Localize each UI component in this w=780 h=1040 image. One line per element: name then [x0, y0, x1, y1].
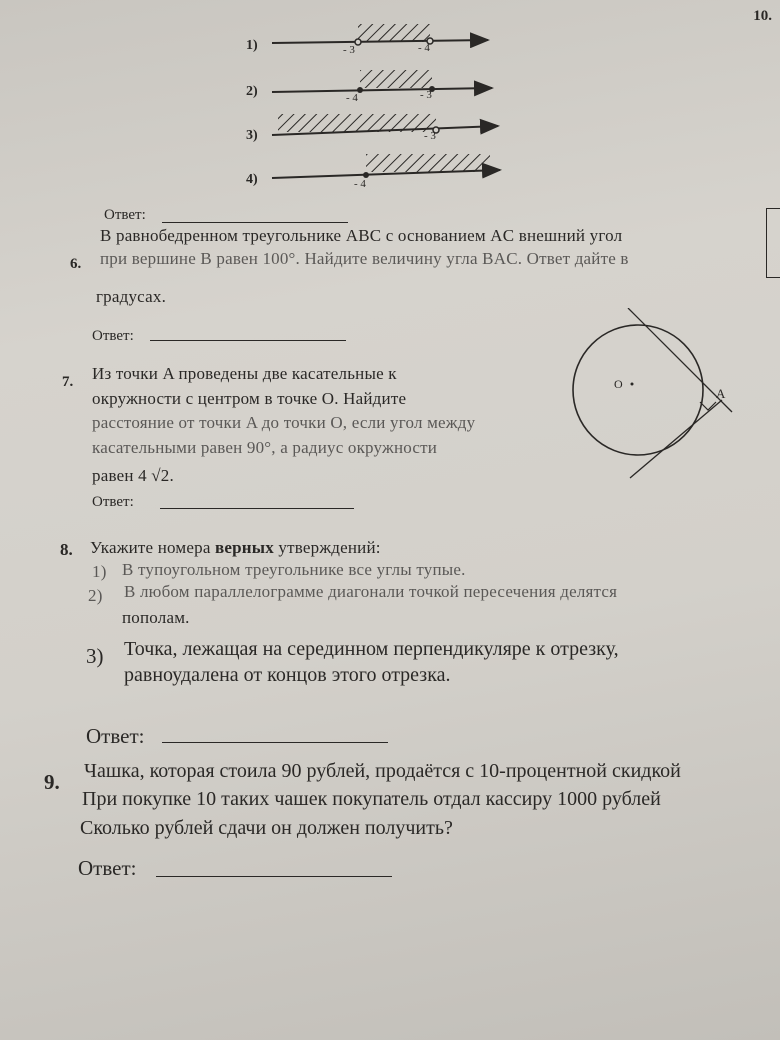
answer-label: Ответ: [92, 328, 134, 344]
circle-tangent-figure [560, 308, 760, 488]
number-line-2 [272, 70, 492, 93]
tick-label: - 4 [418, 42, 430, 54]
question-text-line: градусах. [96, 287, 167, 306]
statement-text: пополам. [122, 608, 190, 627]
number-line-4 [272, 154, 500, 178]
question-number: 9. [44, 770, 60, 794]
statement-number: 2) [88, 586, 103, 605]
question-text-line: расстояние от точки A до точки O, если угол между [92, 413, 476, 432]
tick-label: - 4 [354, 178, 366, 190]
number-line-1 [272, 24, 488, 45]
number-line-label: 1) [246, 38, 258, 53]
number-line-label: 3) [246, 128, 258, 143]
figure-label-center: O [614, 377, 623, 391]
question-text-line: окружности с центром в точке O. Найдите [92, 389, 407, 408]
question-text-line [90, 538, 381, 558]
tick-label: - 3 [343, 44, 355, 56]
answer-field[interactable] [160, 508, 354, 509]
answer-field[interactable] [162, 742, 388, 743]
question-text-line: В равнобедренном треугольнике ABC с основанием AC внешний угол [100, 226, 623, 245]
question-text-line: Сколько рублей сдачи он должен получить? [80, 817, 453, 839]
intro-text: Укажите номера [90, 538, 216, 557]
question-text-line: Из точки A проведены две касательные к [92, 364, 397, 383]
statement-text: равноудалена от концов этого отрезка. [124, 664, 451, 686]
statement-number: 1) [92, 562, 107, 581]
answer-field[interactable] [150, 340, 346, 341]
question-text-line: при вершине B равен 100°. Найдите величину угла BAC. Ответ дайте в [100, 249, 629, 268]
tick-label: - 4 [346, 92, 358, 104]
statement-number: 3) [86, 644, 104, 668]
tick-label: - 3 [424, 130, 436, 142]
number-lines-figure [0, 0, 780, 200]
question-text-line: Чашка, которая стоила 90 рублей, продаётся с 10-процентной скидкой [84, 760, 681, 782]
statement-text: Точка, лежащая на серединном перпендикуляре к отрезку, [124, 638, 619, 660]
number-line-3 [272, 114, 498, 135]
intro-bold: верных [215, 538, 274, 557]
number-line-label: 2) [246, 84, 258, 99]
figure-label-point: A [716, 386, 726, 401]
question-number: 7. [62, 374, 74, 390]
statement-text: В тупоугольном треугольнике все углы тупые. [122, 560, 466, 579]
number-line-label: 4) [246, 172, 258, 187]
answer-label: Ответ: [78, 856, 137, 880]
question-number: 6. [70, 256, 82, 272]
answer-field[interactable] [162, 222, 348, 223]
answer-box-edge [766, 208, 780, 278]
page-number: 10. [753, 8, 772, 24]
question-text-line: равен 4 √2. [92, 466, 174, 485]
answer-label: Ответ: [104, 207, 146, 223]
question-text-line: касательными равен 90°, а радиус окружности [92, 438, 438, 457]
question-number: 8. [60, 540, 73, 559]
answer-label: Ответ: [86, 724, 145, 748]
answer-label: Ответ: [92, 494, 134, 510]
intro-end: утверждений: [273, 538, 381, 557]
question-text-line: При покупке 10 таких чашек покупатель отдал кассиру 1000 рублей [82, 788, 661, 810]
answer-field[interactable] [156, 876, 392, 877]
tick-label: - 3 [420, 89, 432, 101]
statement-text: В любом параллелограмме диагонали точкой пересечения делятся [124, 582, 618, 601]
